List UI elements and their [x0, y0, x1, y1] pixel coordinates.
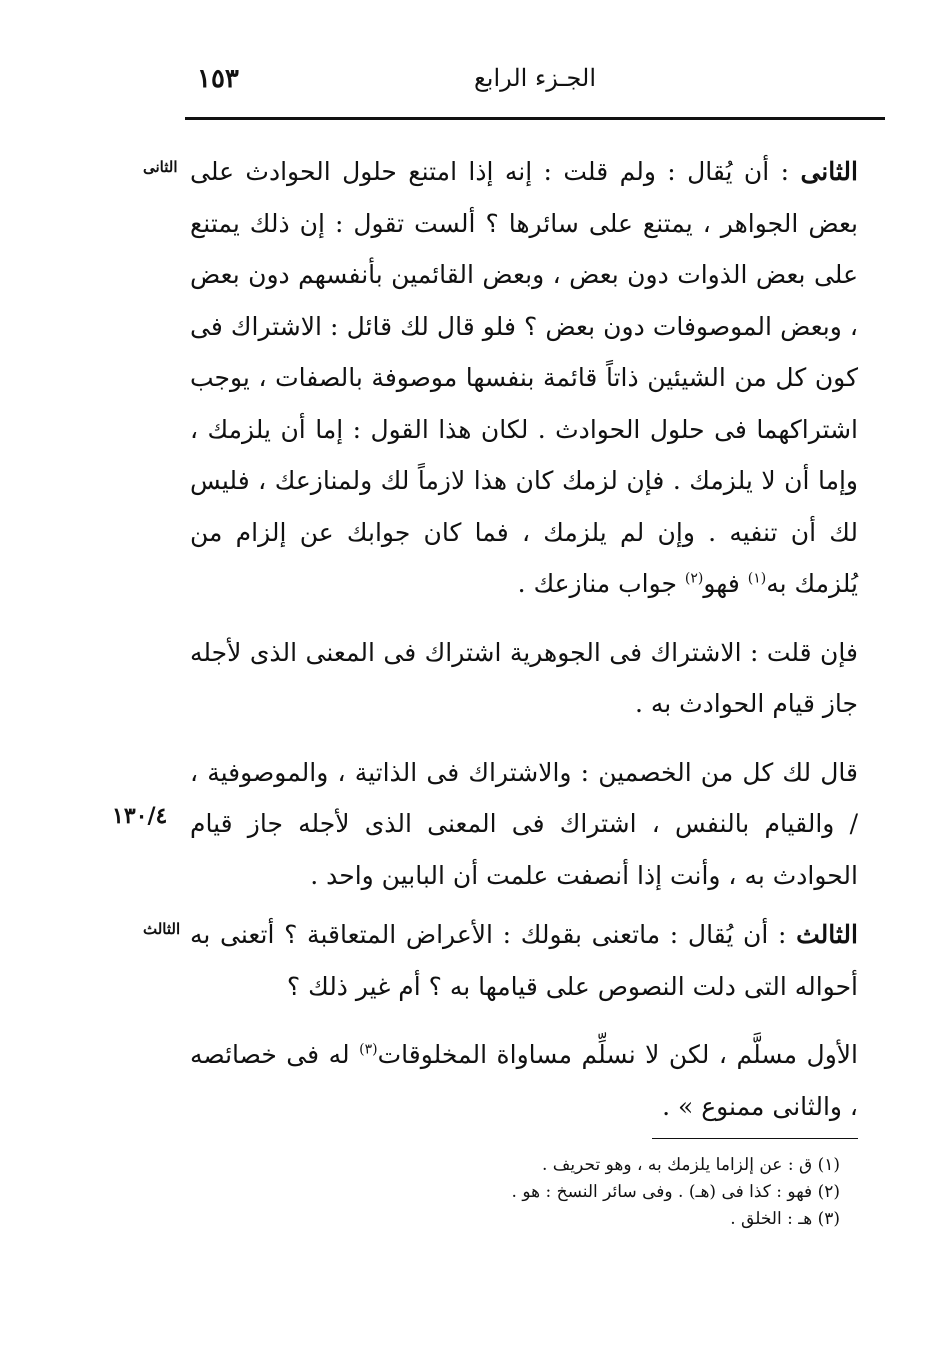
- paragraph-reply: [190, 747, 858, 902]
- paragraph-lead-third: الثالث: [796, 920, 858, 949]
- page-number: ١٥٣: [197, 64, 239, 94]
- paragraph-objection: [190, 627, 858, 730]
- page-header: [185, 60, 885, 112]
- footnotes: [380, 1152, 840, 1233]
- main-text: [190, 146, 858, 1132]
- margin-note-third: الثالث: [143, 920, 181, 938]
- paragraph-lead-second: الثانى: [800, 157, 858, 186]
- footnote-marker-2: (٢): [684, 570, 704, 587]
- paragraph-text: : أن يُقال : ولم قلت : إنه إذا امتنع حلول الحوادث على بعض الجواهر ، يمتنع على سائرها ؟ ألست تقول : إن ذلك يمتنع على بعض الذوات دون بعض ، وبعض القائمين بأنفسهم دون بعض ، وبعض الموصوفات دون بعض ؟ فلو قال لك قائل : الاشتراك فى كون كل من الشيئين ذاتاً قائمة بنفسها موصوفة بالصفات ، يوجب اشتراكهما فى حلول الحوادث . لكان هذا القول : إما أن يلزمك ، وإما أن لا يلزمك . فإن لزمك كان هذا لازماً لك ولمنازعك ، فليس لك أن تنفيه . وإن لم يلزمك ، فما كان جوابك عن إلزام من يُلزمك به: [190, 157, 858, 598]
- margin-note-second: الثانى: [143, 158, 178, 176]
- paragraph-text: : أن يُقال : ماتعنى بقولك : الأعراض المتعاقبة ؟ أتعنى به أحواله التى دلت النصوص على قيامها به ؟ أم غير ذلك ؟: [190, 920, 858, 1001]
- margin-note-reference: ١٣٠/٤: [112, 803, 168, 829]
- paragraph-text: الأول مسلَّم ، لكن لا نسلِّم مساواة المخلوقات: [377, 1040, 858, 1069]
- paragraph-conclusion: [190, 1029, 858, 1132]
- footnote-marker-1: (١): [747, 570, 767, 587]
- paragraph-text: قال لك كل من الخصمين : والاشتراك فى الذاتية ، والموصوفية ، / والقيام بالنفس ، اشتراك فى المعنى الذى لأجله جاز قيام الحوادث به ، وأنت إذا أنصفت علمت أن البابين واحد .: [190, 757, 858, 890]
- paragraph-text-end: جواب منازعك .: [517, 569, 685, 598]
- footnote-2: (٢) فهو : كذا فى (هـ) . وفى سائر النسخ : هو .: [511, 1182, 840, 1202]
- paragraph-second-argument: [190, 146, 858, 610]
- footnote-marker-3: (٣): [359, 1041, 378, 1058]
- paragraph-third-argument: [190, 909, 858, 1012]
- footnote-1: (١) ق : عن إلزاما يلزمك به ، وهو تحريف .: [541, 1155, 840, 1175]
- header-rule: [185, 117, 885, 120]
- footnotes-rule: [652, 1138, 858, 1139]
- footnote-3: (٣) هـ : الخلق .: [730, 1209, 840, 1229]
- running-title: الجـزء الرابع: [473, 64, 596, 92]
- paragraph-text-continued: فهو: [703, 569, 748, 598]
- paragraph-text-end: له فى خصائصه ، والثانى ممنوع » .: [190, 1040, 858, 1121]
- paragraph-text: فإن قلت : الاشتراك فى الجوهرية اشتراك فى المعنى الذى لأجله جاز قيام الحوادث به .: [190, 637, 858, 718]
